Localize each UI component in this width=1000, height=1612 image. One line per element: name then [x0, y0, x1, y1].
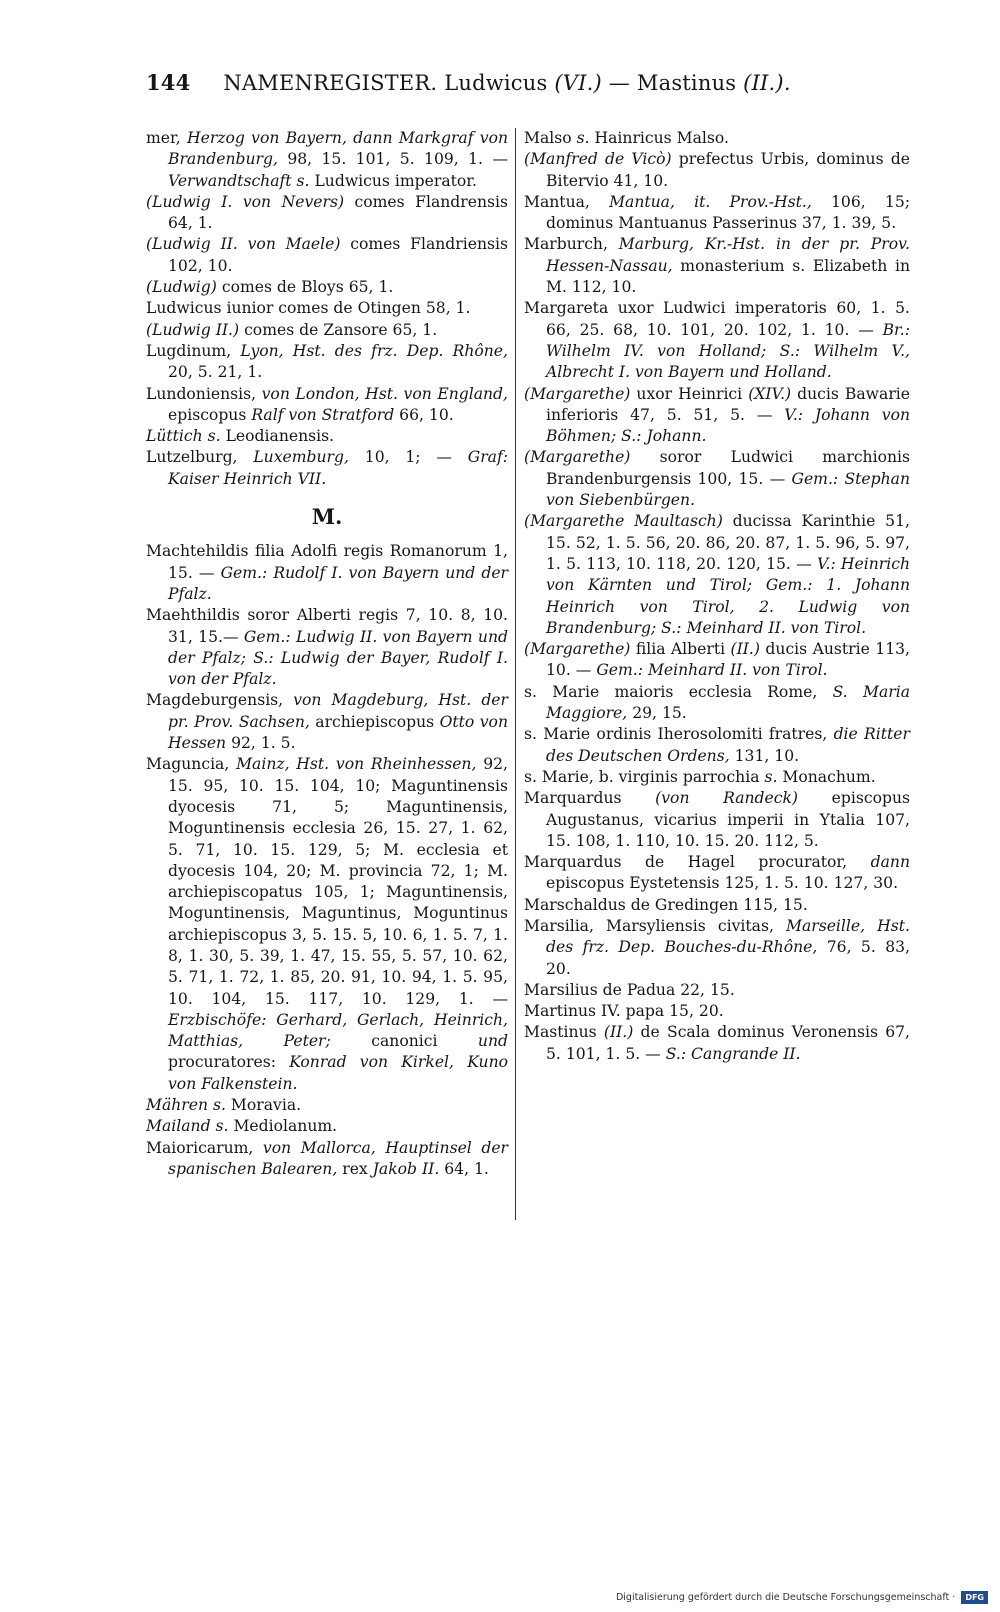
column-divider: [515, 128, 516, 1220]
index-entry: (Ludwig I. von Nevers) comes Flandrensis 64, 1.: [146, 192, 508, 233]
index-entry: Maguncia, Mainz, Hst. von Rheinhessen, 92, 15. 95, 10. 15. 104, 10; Maguntinensis dyocesis 71, 5; Maguntinensis, Moguntinensis ecclesia 26, 15. 27, 1. 62, 5. 71, 10. 15. 129, 5; M. ecclesia et dyocesis 104, 20; M. provincia 72, 1; M. archiepiscopatus 105, 1; Maguntinensis, Moguntinensis, Maguntinus, Moguntinus archiepiscopus 3, 5. 15. 5, 10. 6, 1. 5. 7, 1. 8, 1. 30, 5. 39, 1. 47, 15. 55, 5. 57, 10. 62, 5. 71, 1. 72, 1. 85, 20. 91, 10. 94, 1. 5. 95, 10. 104, 15. 117, 10. 129, 1. — Erzbischöfe: Gerhard, Gerlach, Heinrich, Matthias, Peter; canonici und procuratores: Konrad von Kirkel, Kuno von Falkenstein.: [146, 755, 508, 1093]
header-dash: —: [608, 71, 630, 95]
index-entry: s. Marie ordinis Iherosolomiti fratres, die Ritter des Deutschen Ordens, 131, 10.: [524, 725, 910, 765]
index-entry: mer, Herzog von Bayern, dann Markgraf von Brandenburg, 98, 15. 101, 5. 109, 1. — Verwandtschaft s. Ludwicus imperator.: [146, 129, 509, 190]
index-entry: Ludwicus iunior comes de Otingen 58, 1.: [146, 299, 471, 318]
index-entry: (Margarethe Maultasch) ducissa Karinthie 51, 15. 52, 1. 5. 56, 20. 86, 20. 87, 1. 5. 96, 5. 97, 1. 5. 113, 10. 118, 20. 120, 15. — V.: Heinrich von Kärnten und Tirol; Gem.: 1. Johann Heinrich von Tirol, 2. Ludwig von Brandenburg; S.: Meinhard II. von Tirol.: [524, 512, 910, 637]
index-entry: Margareta uxor Ludwici imperatoris 60, 1. 5. 66, 25. 68, 10. 101, 20. 102, 1. 10. — Br.: Wilhelm IV. von Holland; S.: Wilhelm V., Albrecht I. von Bayern und Holland.: [524, 299, 910, 382]
index-entry: Machtehildis filia Adolfi regis Romanorum 1, 15. — Gem.: Rudolf I. von Bayern und der Pfalz.: [146, 542, 509, 603]
index-entry: Marsilius de Padua 22, 15.: [524, 980, 735, 999]
index-entry: (Margarethe) filia Alberti (II.) ducis Austrie 113, 10. — Gem.: Meinhard II. von Tirol.: [524, 640, 910, 680]
index-entry: Marsilia, Marsyliensis civitas, Marseille, Hst. des frz. Dep. Bouches-du-Rhône, 76, 5. 83, 20.: [524, 916, 910, 978]
index-entry: Lüttich s. Leodianensis.: [146, 427, 335, 446]
index-entry: Maioricarum, von Mallorca, Hauptinsel der spanischen Balearen, rex Jakob II. 64, 1.: [146, 1138, 509, 1178]
left-column: [146, 128, 508, 1180]
index-entry: Maehthildis soror Alberti regis 7, 10. 8, 10. 31, 15.— Gem.: Ludwig II. von Bayern und der Pfalz; S.: Ludwig der Bayer, Rudolf I. von der Pfalz.: [146, 606, 508, 689]
header-range-start: Ludwicus: [444, 71, 548, 95]
index-entry: Marquardus (von Randeck) episcopus Augustanus, vicarius imperii in Ytalia 107, 15. 108, 1. 110, 10. 15. 20. 112, 5.: [524, 789, 911, 850]
index-entry: s. Marie, b. virginis parrochia s. Monachum.: [524, 767, 876, 786]
section-letter: M.: [311, 504, 343, 530]
index-entry: (Margarethe) soror Ludwici marchionis Brandenburgensis 100, 15. — Gem.: Stephan von Siebenbürgen.: [524, 448, 910, 510]
index-entry: (Ludwig II.) comes de Zansore 65, 1.: [146, 320, 438, 339]
header-range-end: Mastinus: [636, 71, 737, 95]
header-range-end-num: (II.).: [743, 71, 791, 95]
index-entry: Martinus IV. papa 15, 20.: [524, 1002, 724, 1021]
index-entry: Lugdinum, Lyon, Hst. des frz. Dep. Rhône, 20, 5. 21, 1.: [146, 341, 508, 382]
index-entry: Mantua, Mantua, it. Prov.-Hst., 106, 15; dominus Mantuanus Passerinus 37, 1. 39, 5.: [524, 192, 911, 233]
left-entries-top: [146, 128, 508, 490]
index-entry: Mastinus (II.) de Scala dominus Veronensis 67, 5. 101, 1. 5. — S.: Cangrande II.: [524, 1023, 910, 1063]
right-entries: [524, 128, 910, 1065]
index-entry: (Ludwig II. von Maele) comes Flandriensis 102, 10.: [146, 235, 508, 275]
index-entry: s. Marie maioris ecclesia Rome, S. Maria Maggiore, 29, 15.: [524, 682, 910, 723]
footer-credit: [616, 1591, 988, 1604]
index-entry: (Margarethe) uxor Heinrici (XIV.) ducis Bawarie inferioris 47, 5. 51, 5. — V.: Johann von Böhmen; S.: Johann.: [524, 384, 911, 446]
index-entry: (Ludwig) comes de Bloys 65, 1.: [146, 278, 394, 297]
index-entry: Lundoniensis, von London, Hst. von England, episcopus Ralf von Stratford 66, 10.: [146, 384, 508, 424]
header-range-start-num: (VI.): [554, 71, 602, 95]
left-entries-bottom: [146, 541, 508, 1180]
index-entry: Mailand s. Mediolanum.: [146, 1117, 338, 1136]
running-header: [146, 70, 846, 95]
index-entry: Mähren s. Moravia.: [146, 1096, 302, 1115]
footer-text: Digitalisierung gefördert durch die Deutsche Forschungsgemeinschaft ·: [615, 1592, 956, 1603]
index-entry: Marschaldus de Gredingen 115, 15.: [524, 895, 808, 914]
dfg-logo: DFG: [961, 1591, 988, 1604]
right-column: [524, 128, 910, 1065]
index-entry: (Manfred de Vicò) prefectus Urbis, dominus de Bitervio 41, 10.: [524, 150, 910, 190]
index-entry: Marquardus de Hagel procurator, dann episcopus Eystetensis 125, 1. 5. 10. 127, 30.: [524, 853, 910, 893]
index-entry: Magdeburgensis, von Magdeburg, Hst. der pr. Prov. Sachsen, archiepiscopus Otto von Hessen 92, 1. 5.: [146, 691, 508, 753]
header-title: NAMENREGISTER.: [223, 71, 438, 95]
index-entry: Malso s. Hainricus Malso.: [524, 129, 729, 147]
index-entry: Marburch, Marburg, Kr.-Hst. in der pr. Prov. Hessen-Nassau, monasterium s. Elizabeth in M. 112, 10.: [524, 235, 910, 297]
page-number: 144: [146, 70, 191, 95]
index-entry: Lutzelburg, Luxemburg, 10, 1; — Graf: Kaiser Heinrich VII.: [146, 448, 508, 488]
